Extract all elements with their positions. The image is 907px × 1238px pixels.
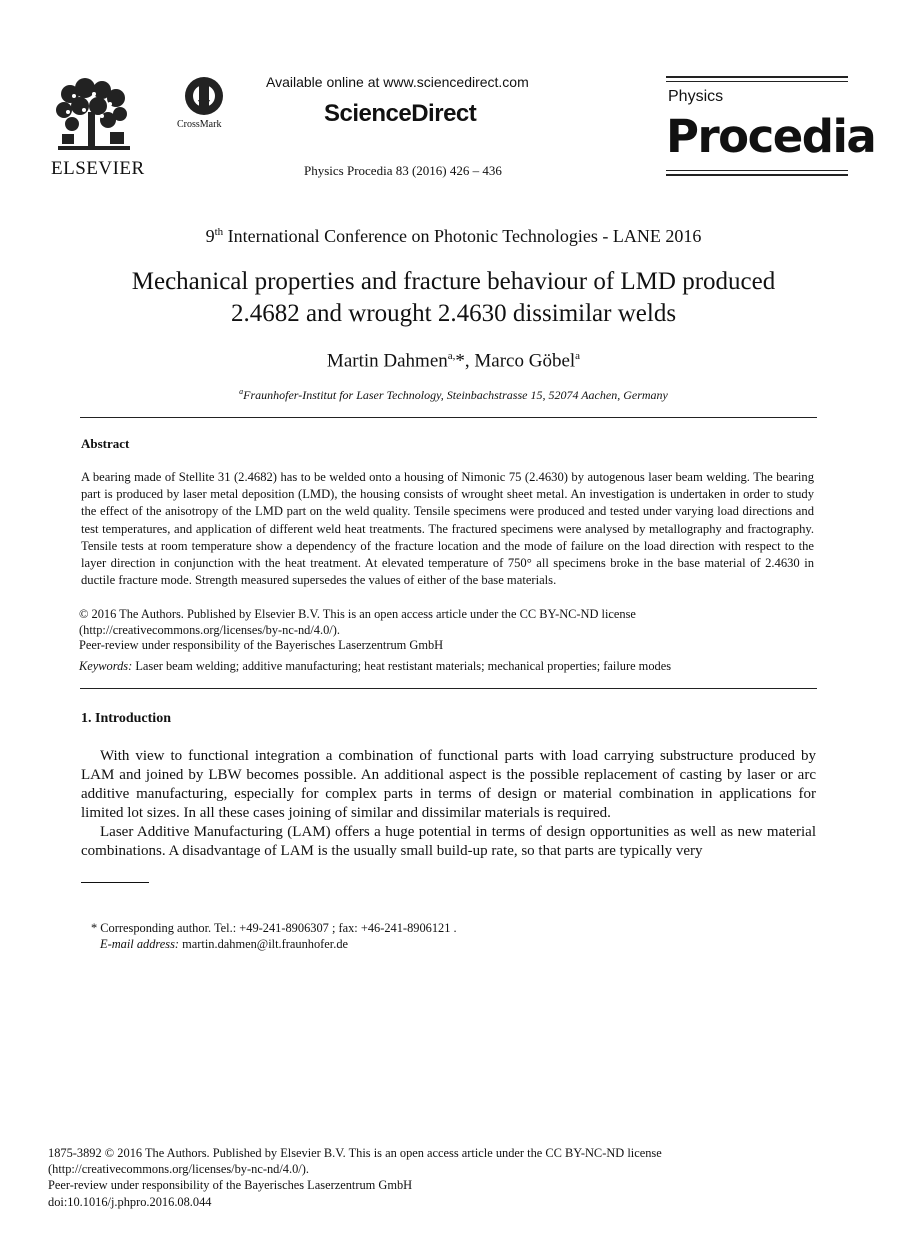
crossmark-label: CrossMark bbox=[177, 119, 222, 130]
footer-peer-review: Peer-review under responsibility of the Bayerisches Laserzentrum GmbH bbox=[48, 1178, 413, 1192]
author-name: Marco Göbel bbox=[474, 350, 576, 372]
logo-rule bbox=[666, 170, 848, 171]
divider bbox=[80, 688, 817, 689]
journal-reference: Physics Procedia 83 (2016) 426 – 436 bbox=[304, 163, 502, 178]
paragraph: With view to functional integration a combination of functional parts with load carrying substructure produced by LAM and joined by LBW becomes possible. An additional aspect is the possible replacement of casting by laser or arc additive manufacturing, especially for complex parts in terms of design or material combination in applications for limited lot sizes. In all these cases joining of similar and dissimilar materials is required. bbox=[81, 748, 816, 821]
journal-name-big: Procedia bbox=[666, 110, 876, 163]
author-name: Martin Dahmen bbox=[326, 350, 448, 372]
peer-review-line: Peer-review under responsibility of the Bayerisches Laserzentrum GmbH bbox=[79, 638, 444, 652]
copyright-line: © 2016 The Authors. Published by Elsevier B.V. This is an open access article under the CC BY-NC-ND license bbox=[79, 607, 636, 621]
publisher-name: ELSEVIER bbox=[51, 158, 145, 179]
footnote-rule bbox=[81, 882, 149, 883]
author-list: Martin Dahmen$^{a,}$*, Marco Göbel$^a$ bbox=[326, 350, 581, 372]
section-heading: 1. Introduction bbox=[81, 711, 171, 726]
intro-body bbox=[81, 747, 816, 861]
license-line: (http://creativecommons.org/licenses/by-nc-nd/4.0/). bbox=[79, 623, 340, 637]
license-link[interactable]: http://creativecommons.org/licenses/by-nc-nd/4.0/ bbox=[83, 623, 333, 637]
elsevier-logo bbox=[50, 76, 146, 179]
sciencedirect-logo: ScienceDirect bbox=[324, 100, 477, 127]
logo-rule bbox=[666, 174, 848, 176]
available-online-text: Available online at www.sciencedirect.com bbox=[266, 74, 529, 90]
journal-name-small: Physics bbox=[668, 88, 724, 105]
logo-rule bbox=[666, 76, 848, 78]
logo-rule bbox=[666, 81, 848, 82]
doi[interactable]: doi:10.1016/j.phpro.2016.08.044 bbox=[48, 1195, 212, 1209]
abstract-heading: Abstract bbox=[81, 436, 130, 451]
affiliation: $^a$Fraunhofer-Institut for Laser Technology, Steinbachstrasse 15, 52074 Aachen, Germany bbox=[239, 387, 668, 402]
journal-logo bbox=[666, 76, 876, 176]
conference-name: 9th International Conference on Photonic Technologies - LANE 2016 bbox=[205, 226, 702, 246]
footer-copyright: 1875-3892 © 2016 The Authors. Published by Elsevier B.V. This is an open access article under the CC BY-NC-ND license bbox=[48, 1146, 662, 1160]
divider bbox=[80, 417, 817, 418]
paragraph: Laser Additive Manufacturing (LAM) offers a huge potential in terms of design opportunities as well as new material combinations. A disadvantage of LAM is the usually small build-up rate, so that parts are typically very bbox=[81, 824, 816, 859]
footer-license[interactable]: (http://creativecommons.org/licenses/by-nc-nd/4.0/). bbox=[48, 1162, 309, 1176]
abstract-text: A bearing made of Stellite 31 (2.4682) has to be welded onto a housing of Nimonic 75 (2.4630) by autogenous laser beam welding. The bearing part is produced by laser metal deposition (LMD), the housing consists of wrought sheet metal. An investigation is undertaken in order to study the effect of the anisotropy of the LMD part on the weld quality. Tensile specimens were produced and tested under varying load directions and test temperatures, and application of different weld heat treatments. The fractured specimens were analysed by metallography and fractography. Tensile tests at room temperature show a dependency of the fracture location and the mode of failure on the load direction with respect to the layer direction in conjunction with the heat treatment. At elevated temperature of 750° all specimens broke in the base material of 2.4630 in ductile fracture mode. Strength measured supersedes the values of either of the base materials. bbox=[81, 470, 814, 588]
paper-title: Mechanical properties and fracture behaviour of LMD produced 2.4682 and wrought 2.4630 dissimilar welds bbox=[131, 268, 776, 327]
elsevier-tree-icon bbox=[50, 76, 140, 154]
keywords: Keywords: Laser beam welding; additive manufacturing; heat restistant materials; mechanical properties; failure modes bbox=[79, 659, 672, 673]
footnote-corresponding: * Corresponding author. Tel.: +49-241-8906307 ; fax: +46-241-8906121 . bbox=[91, 921, 457, 935]
footnote-email: E-mail address: martin.dahmen@ilt.fraunhofer.de bbox=[100, 937, 349, 951]
